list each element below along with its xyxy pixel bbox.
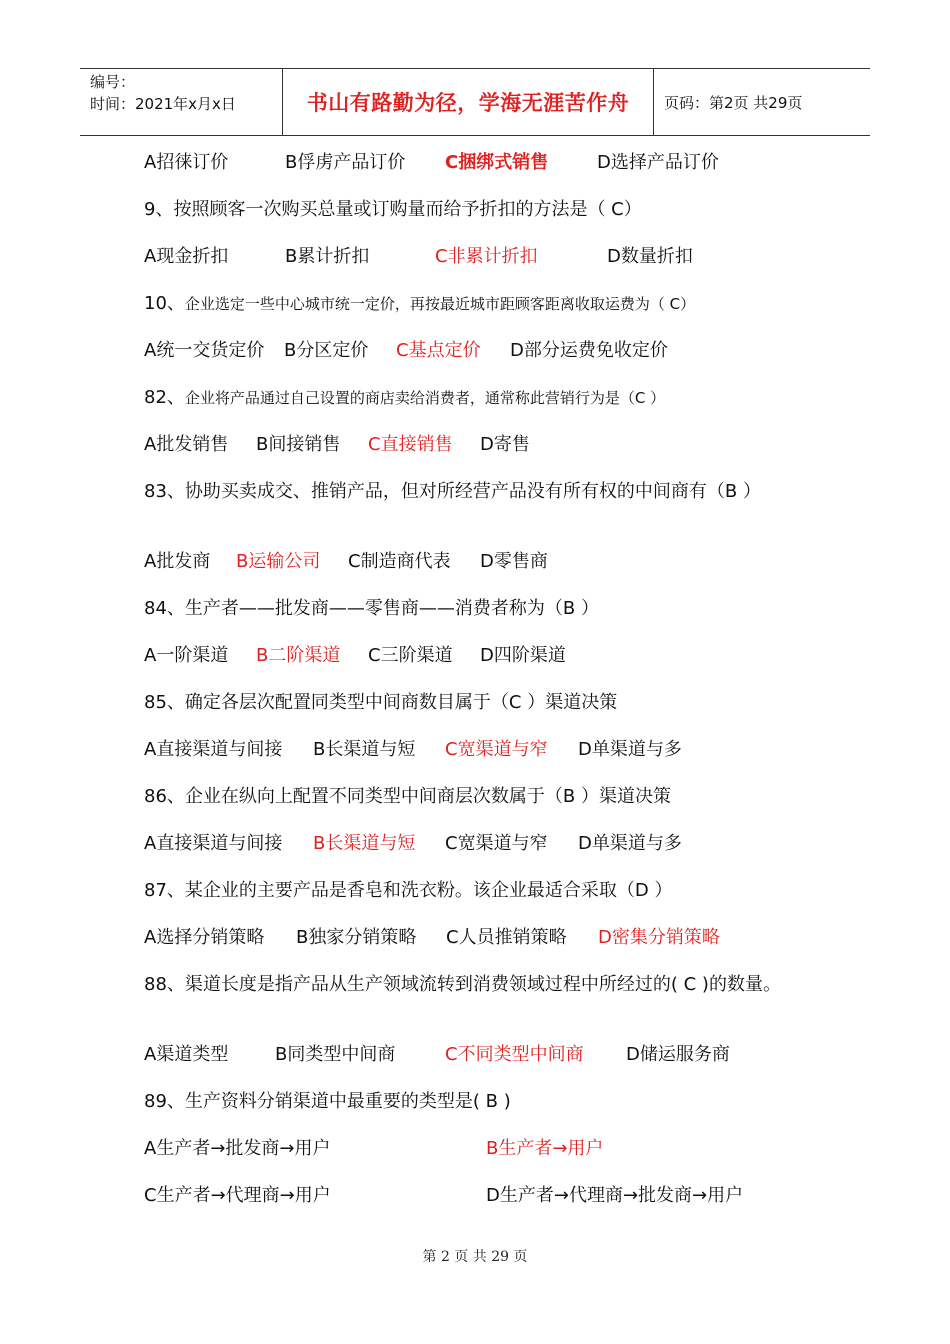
answer-option: A一阶渠道 [144,645,229,666]
answer-option: D寄售 [480,434,530,455]
answer-options [144,432,804,479]
answer-option: D储运服务商 [626,1044,730,1065]
answer-option: A现金折扣 [144,246,229,267]
question-text: 83、协助买卖成交、推销产品，但对所经营产品没有所有权的中间商有（B ） [144,481,761,502]
answer-option: B长渠道与短 [313,739,416,760]
question-text: 84、生产者——批发商——零售商——消费者称为（B ） [144,598,599,619]
document-header [80,68,870,136]
header-motto-cell [282,69,654,135]
header-page-cell [654,69,870,135]
question-text: 86、企业在纵向上配置不同类型中间商层次数属于（B ）渠道决策 [144,786,671,807]
answer-options [144,1136,804,1183]
document-time-label: 时间：2021年x月x日 [90,95,236,113]
document-number-label: 编号： [90,73,136,91]
header-motto: 书山有路勤为径，学海无涯苦作舟 [306,91,630,115]
answer-option: B累计折扣 [285,246,370,267]
header-meta [80,69,282,135]
answer-option: A生产者→批发商→用户 [144,1138,331,1159]
answer-option: C生产者→代理商→用户 [144,1185,331,1206]
correct-answer-option: B二阶渠道 [256,645,341,666]
answer-option: D数量折扣 [607,246,693,267]
answer-options [144,737,804,784]
answer-option: A批发商 [144,551,211,572]
correct-answer-option: C基点定价 [396,340,481,361]
answer-option: B俘虏产品订价 [285,152,406,173]
answer-option: A批发销售 [144,434,229,455]
page-footer: 第 2 页 共 29 页 [422,1249,528,1265]
answer-option: C三阶渠道 [368,645,453,666]
answer-option: A选择分销策略 [144,927,265,948]
answer-option: C人员推销策略 [446,927,567,948]
answer-option: D部分运费免收定价 [510,340,668,361]
answer-option: A直接渠道与间接 [144,739,283,760]
answer-option: A渠道类型 [144,1044,229,1065]
answer-option: B独家分销策略 [296,927,417,948]
answer-option: D单渠道与多 [578,833,682,854]
correct-answer-option: C捆绑式销售 [445,152,549,173]
answer-option: B分区定价 [284,340,369,361]
answer-options [144,338,804,385]
question-number: 10、 [144,293,185,314]
question-body: 企业将产品通过自己设置的商店卖给消费者，通常称此营销行为是（C ） [184,389,666,407]
answer-options [144,244,804,291]
answer-option: D单渠道与多 [578,739,682,760]
answer-option: D四阶渠道 [480,645,566,666]
correct-answer-option: C非累计折扣 [435,246,538,267]
correct-answer-option: C宽渠道与窄 [445,739,548,760]
correct-answer-option: B生产者→用户 [486,1138,604,1159]
answer-options [144,549,804,596]
answer-option: B同类型中间商 [275,1044,396,1065]
correct-answer-option: B长渠道与短 [313,833,416,854]
question-list [144,150,804,1230]
answer-option: A统一交货定价 [144,340,265,361]
question-text [144,385,804,432]
answer-option: A招徕订价 [144,152,229,173]
answer-option: D选择产品订价 [597,152,719,173]
answer-option: A直接渠道与间接 [144,833,283,854]
question-text [144,291,804,338]
answer-option: D生产者→代理商→批发商→用户 [486,1185,744,1206]
answer-options [144,643,804,690]
answer-option: B间接销售 [256,434,341,455]
answer-options [144,831,804,878]
correct-answer-option: C直接销售 [368,434,453,455]
question-text: 85、确定各层次配置同类型中间商数目属于（C ）渠道决策 [144,692,618,713]
header-page-label: 页码：第2页 共29页 [664,93,803,112]
question-text: 89、生产资料分销渠道中最重要的类型是( B ) [144,1091,511,1112]
answer-options [144,1042,804,1089]
question-text: 87、某企业的主要产品是香皂和洗衣粉。该企业最适合采取（D ） [144,880,673,901]
answer-option: C宽渠道与窄 [445,833,548,854]
answer-options [144,925,804,972]
answer-options [144,1183,804,1230]
answer-option: C制造商代表 [348,551,451,572]
answer-options [144,150,804,197]
answer-option: D零售商 [480,551,548,572]
question-text: 88、渠道长度是指产品从生产领域流转到消费领域过程中所经过的( C )的数量。 [144,974,781,995]
question-body: 企业选定一些中心城市统一定价，再按最近城市距顾客距离收取运费为（ C） [184,295,696,313]
correct-answer-option: D密集分销策略 [598,927,720,948]
correct-answer-option: B运输公司 [236,551,321,572]
question-number: 82、 [144,387,185,408]
correct-answer-option: C不同类型中间商 [445,1044,584,1065]
question-text: 9、按照顾客一次购买总量或订购量而给予折扣的方法是（ C） [144,199,642,220]
